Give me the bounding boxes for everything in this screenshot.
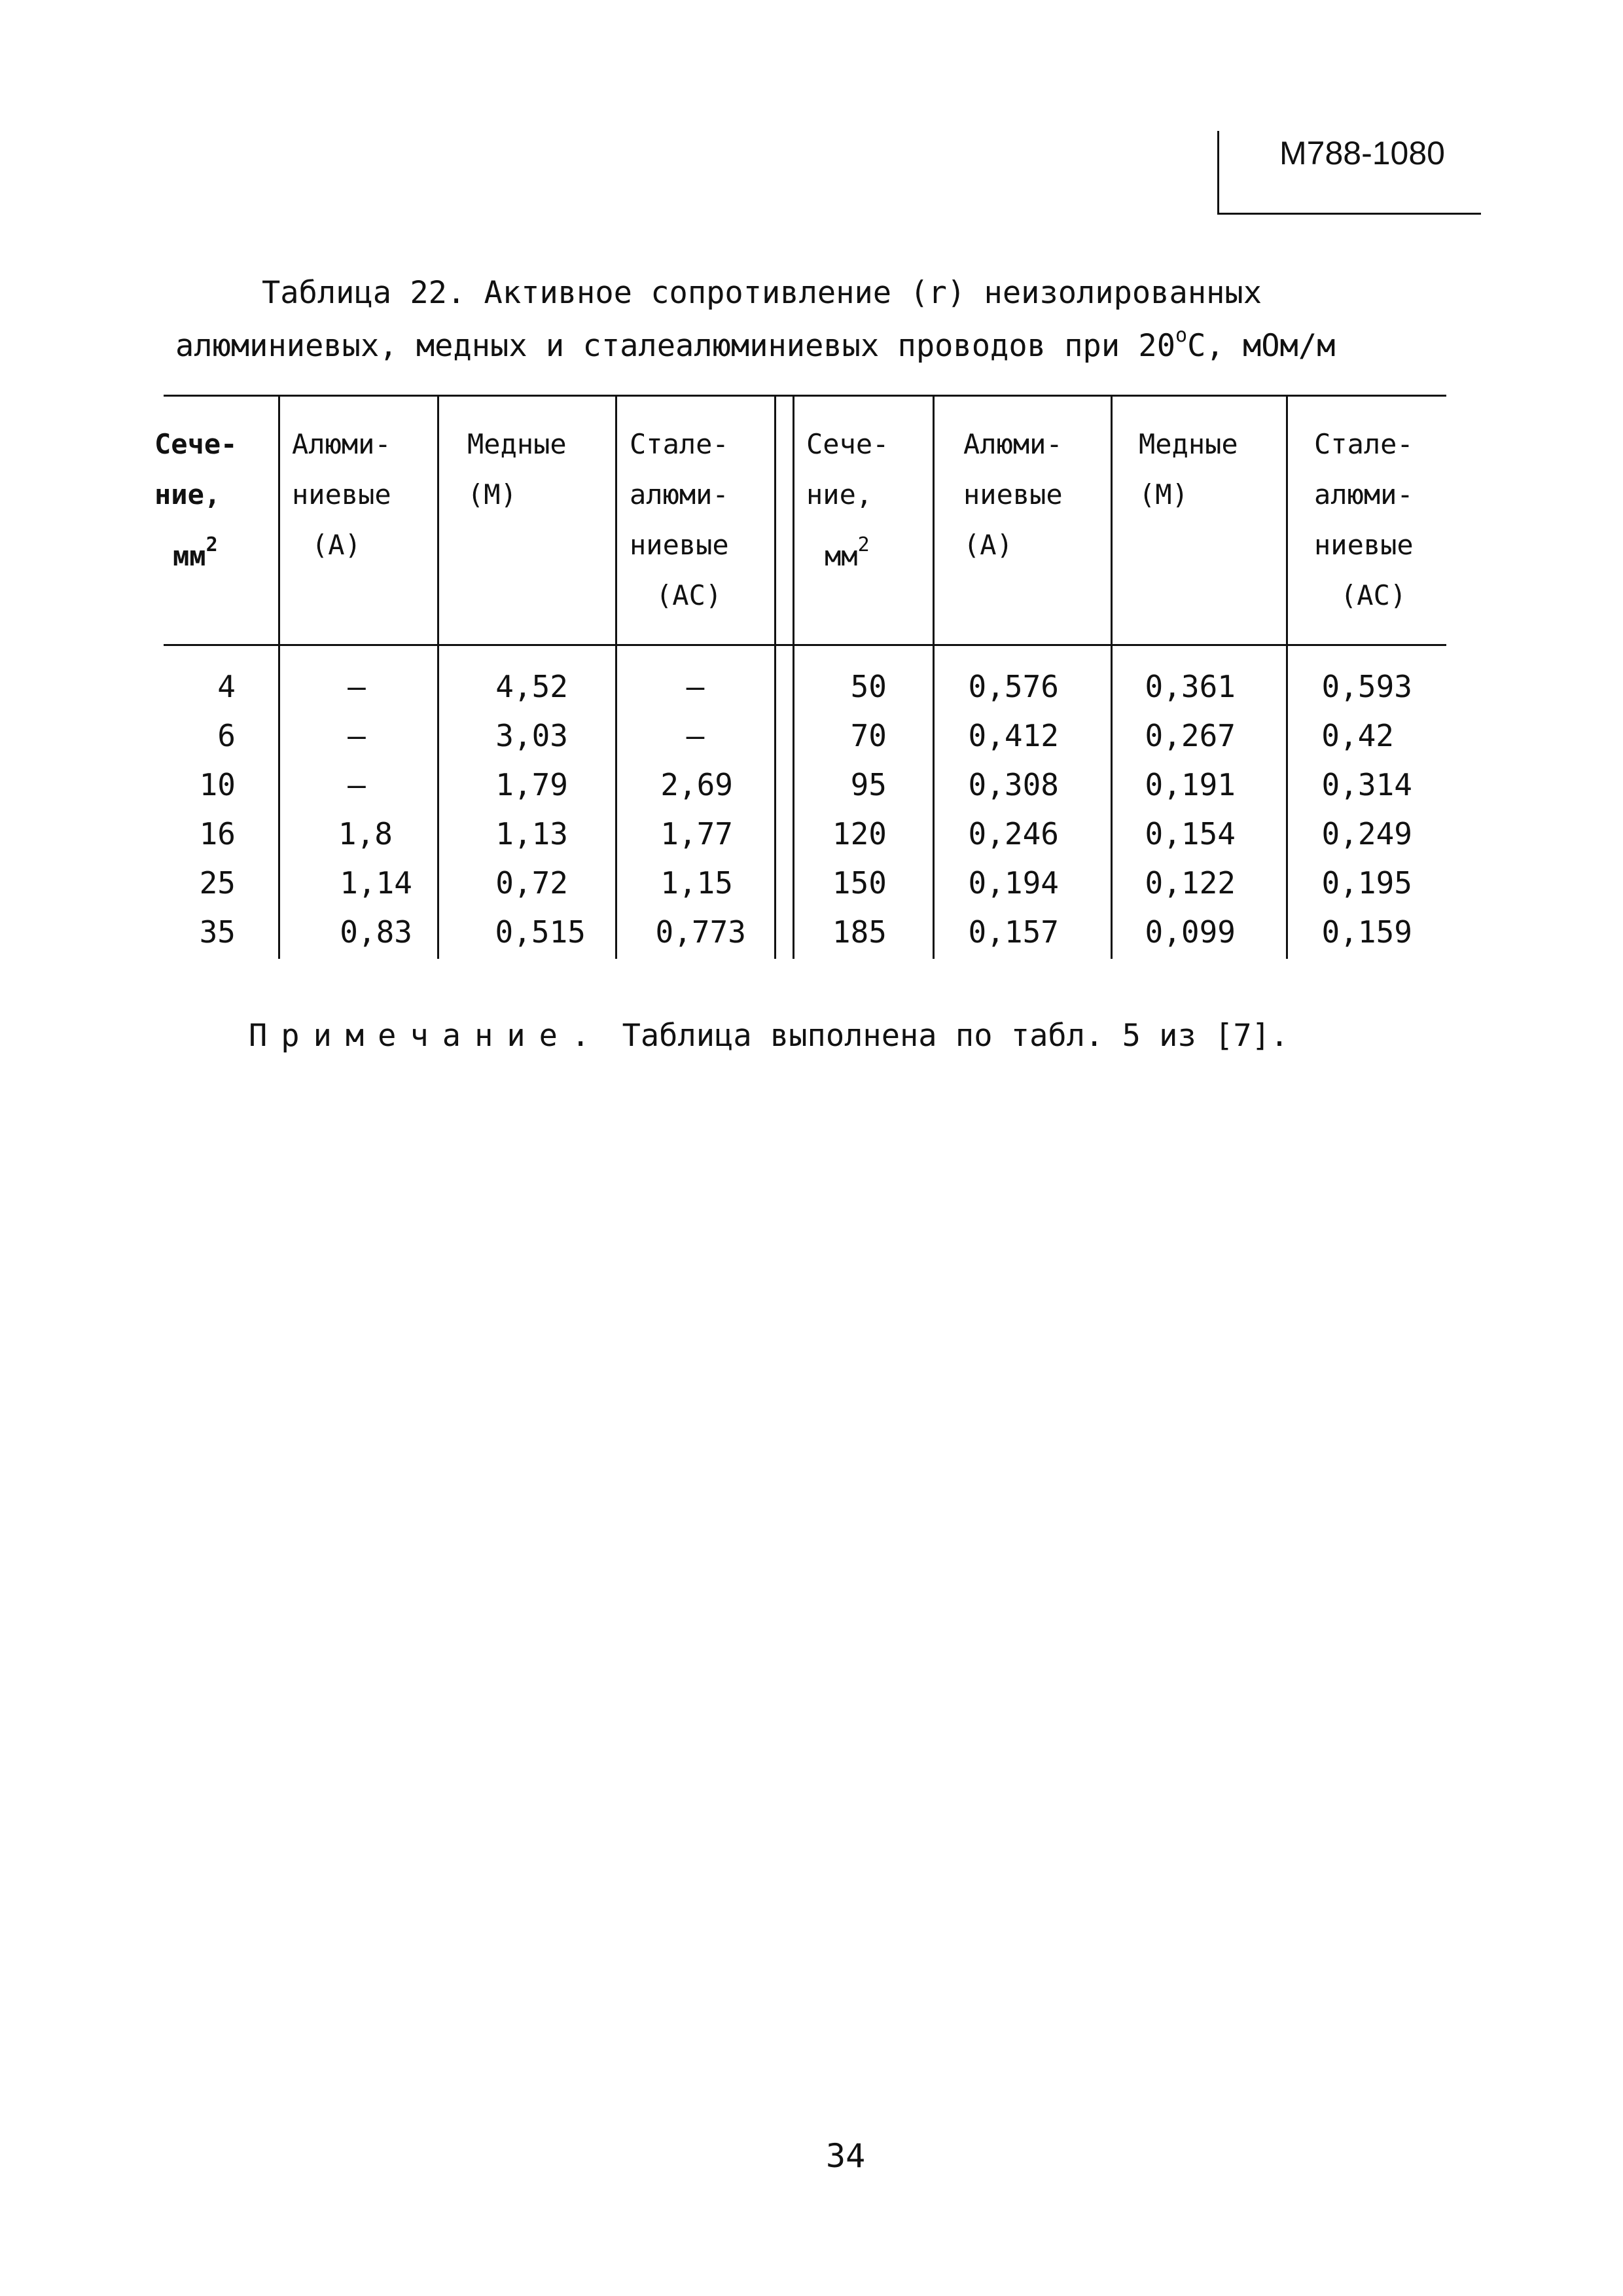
header-section-right	[806, 419, 889, 581]
doc-code: М788-1080	[1279, 135, 1445, 171]
header-cu-l1: Медные	[467, 428, 567, 460]
vline-1	[278, 396, 280, 959]
cell-section-l: 10	[199, 767, 236, 802]
cell-ac-l: –	[686, 669, 705, 704]
header-st-l4: (АС)	[656, 579, 722, 611]
header-al-r3: (А)	[963, 529, 1013, 561]
header-steel-left	[630, 419, 729, 620]
cell-section-l: 6	[217, 718, 236, 753]
cell-section-l: 16	[199, 816, 236, 852]
table-top-rule	[164, 395, 1446, 397]
vline-6	[1111, 396, 1113, 959]
header-copper-right	[1139, 419, 1238, 520]
header-section-l2: ние,	[154, 478, 221, 511]
cell-ac-r: 0,593	[1321, 669, 1412, 704]
cell-m-r: 0,099	[1145, 914, 1236, 950]
header-section-left	[154, 419, 237, 581]
cell-a-l: –	[348, 669, 366, 704]
header-st-r4: (АС)	[1340, 579, 1407, 611]
cell-m-l: 3,03	[495, 718, 568, 753]
cell-a-l: –	[348, 718, 366, 753]
table-caption-line1: Таблица 22. Активное сопротивление (r) неизолированных	[262, 275, 1262, 311]
cell-a-r: 0,308	[968, 767, 1059, 802]
vline-3	[615, 396, 617, 959]
cell-a-r: 0,246	[968, 816, 1059, 852]
header-al-r1: Алюми-	[963, 428, 1063, 460]
header-steel-right	[1314, 419, 1414, 620]
header-st-r3: ниевые	[1314, 529, 1414, 561]
cell-m-r: 0,154	[1145, 816, 1236, 852]
cell-ac-r: 0,249	[1321, 816, 1412, 852]
header-section-r1: Сече-	[806, 428, 889, 460]
cell-a-l: 1,14	[340, 865, 412, 901]
page-number: 34	[826, 2137, 866, 2175]
caption-text: алюминиевых, медных и сталеалюминиевых проводов при 20	[175, 328, 1176, 364]
cell-section-r: 70	[850, 718, 887, 753]
vline-4b	[793, 396, 794, 959]
header-st-l2: алюми-	[630, 478, 729, 511]
header-cu-r2: (М)	[1139, 478, 1188, 511]
cell-a-r: 0,157	[968, 914, 1059, 950]
table-note	[249, 1018, 1289, 1054]
cell-section-l: 35	[199, 914, 236, 950]
header-st-l3: ниевые	[630, 529, 729, 561]
cell-m-l: 0,72	[495, 865, 568, 901]
cell-a-r: 0,576	[968, 669, 1059, 704]
cell-section-r: 50	[850, 669, 887, 704]
header-section-r3	[806, 520, 889, 581]
cell-a-r: 0,412	[968, 718, 1059, 753]
vline-2	[437, 396, 439, 959]
header-section-r2: ние,	[806, 478, 873, 511]
cell-section-r: 185	[832, 914, 887, 950]
degree-sup: о	[1175, 324, 1188, 347]
cell-m-l: 0,515	[495, 914, 586, 950]
cell-m-r: 0,122	[1145, 865, 1236, 901]
header-section-sup: 2	[205, 533, 218, 556]
header-cu-r1: Медные	[1139, 428, 1238, 460]
cell-a-l: –	[348, 767, 366, 802]
header-copper-left	[467, 419, 567, 520]
header-section-l3	[154, 520, 237, 581]
header-al-l2: ниевые	[292, 478, 391, 511]
cell-section-r: 120	[832, 816, 887, 852]
header-section-l1: Сече-	[154, 428, 238, 460]
cell-ac-r: 0,159	[1321, 914, 1412, 950]
note-text: Таблица выполнена по табл. 5 из [7].	[622, 1018, 1289, 1054]
cell-ac-l: 1,15	[660, 865, 733, 901]
header-st-r2: алюми-	[1314, 478, 1414, 511]
cell-section-l: 25	[199, 865, 236, 901]
cell-section-r: 95	[850, 767, 887, 802]
cell-m-r: 0,361	[1145, 669, 1236, 704]
note-label: Примечание.	[249, 1018, 604, 1054]
cell-section-r: 150	[832, 865, 887, 901]
cell-ac-r: 0,195	[1321, 865, 1412, 901]
cell-ac-l: –	[686, 718, 705, 753]
header-st-l1: Стале-	[630, 428, 729, 460]
cell-ac-l: 2,69	[660, 767, 733, 802]
caption-unit: С, мОм/м	[1187, 328, 1336, 364]
cell-a-l: 1,8	[338, 816, 393, 852]
header-section-sup-r: 2	[857, 533, 870, 556]
cell-ac-r: 0,314	[1321, 767, 1412, 802]
vline-7	[1286, 396, 1288, 959]
header-aluminum-right	[963, 419, 1063, 570]
cell-m-l: 1,13	[495, 816, 568, 852]
header-al-l3: (А)	[312, 529, 361, 561]
table-caption-line2	[175, 324, 1335, 364]
cell-ac-l: 1,77	[660, 816, 733, 852]
header-aluminum-left	[292, 419, 391, 570]
cell-a-l: 0,83	[340, 914, 412, 950]
header-al-r2: ниевые	[963, 478, 1063, 511]
cell-m-l: 1,79	[495, 767, 568, 802]
cell-m-r: 0,191	[1145, 767, 1236, 802]
header-section-unit-r: мм	[825, 540, 858, 572]
vline-4a	[774, 396, 776, 959]
header-cu-l2: (М)	[467, 478, 517, 511]
header-al-l1: Алюми-	[292, 428, 391, 460]
cell-section-l: 4	[217, 669, 236, 704]
cell-m-r: 0,267	[1145, 718, 1236, 753]
cell-a-r: 0,194	[968, 865, 1059, 901]
header-st-r1: Стале-	[1314, 428, 1414, 460]
table-header-rule	[164, 644, 1446, 646]
cell-ac-l: 0,773	[655, 914, 746, 950]
cell-m-l: 4,52	[495, 669, 568, 704]
vline-5	[933, 396, 935, 959]
cell-ac-r: 0,42	[1321, 718, 1394, 753]
header-section-unit: мм	[173, 540, 206, 572]
